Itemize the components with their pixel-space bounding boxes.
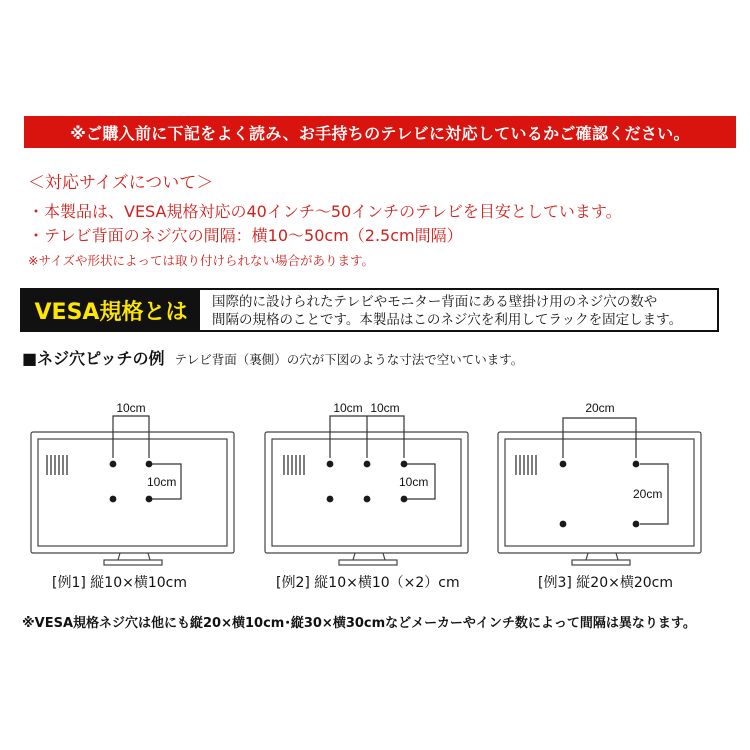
tv-diagram-3	[498, 432, 701, 565]
ex1-top-label: 10cm	[116, 401, 146, 415]
screw-holes	[110, 461, 640, 528]
screw-hole	[364, 461, 371, 468]
vesa-desc-line-1: 国際的に設けられたテレビやモニター背面にある壁掛け用のネジ穴の数や	[212, 294, 658, 310]
warning-banner-text: ※ご購入前に下記をよく読み、お手持ちのテレビに対応しているかご確認ください。	[70, 123, 690, 143]
ex1-side-label: 10cm	[147, 475, 177, 489]
pitch-subtitle: テレビ背面（裏側）の穴が下図のような寸法で空いています。	[174, 352, 524, 367]
ex3-side-label: 20cm	[633, 487, 663, 501]
screw-hole	[560, 521, 567, 528]
sizes-line-1: ・本製品は、VESA規格対応の40インチ～50インチのテレビを目安としています。	[28, 202, 622, 221]
ex2-top-label-a: 10cm	[333, 401, 363, 415]
vent-slots	[47, 455, 536, 475]
screw-hole	[110, 496, 117, 503]
ex2-caption: [例2] 縦10×横10（×2）cm	[276, 575, 460, 591]
sizes-heading: ＜対応サイズについて＞	[28, 173, 214, 193]
screw-hole	[327, 461, 334, 468]
sizes-line-2: ・テレビ背面のネジ穴の間隔：横10～50cm（2.5cm間隔）	[28, 226, 463, 245]
screw-hole	[401, 461, 408, 468]
screw-hole	[401, 496, 408, 503]
screw-hole	[633, 461, 640, 468]
ex2-side-label: 10cm	[399, 475, 429, 489]
screw-hole	[633, 521, 640, 528]
vesa-desc-line-2: 間隔の規格のことです。本製品はこのネジ穴を利用してラックを固定します。	[212, 312, 683, 328]
sizes-note: ※サイズや形状によっては取り付けられない場合があります。	[28, 253, 374, 268]
screw-hole	[110, 461, 117, 468]
tv-diagram-1	[31, 432, 234, 565]
screw-hole	[327, 496, 334, 503]
ex2-top-label-b: 10cm	[370, 401, 400, 415]
pitch-title: ■ネジ穴ピッチの例	[22, 349, 165, 368]
screw-hole	[560, 461, 567, 468]
footnote: ※VESA規格ネジ穴は他にも縦20×横10cm･縦30×横30cmなどメーカーやインチ数によって間隔は異なります。	[22, 616, 696, 631]
ex1-caption: [例1] 縦10×横10cm	[52, 575, 187, 591]
screw-hole	[364, 496, 371, 503]
screw-hole	[146, 461, 153, 468]
screw-hole	[146, 496, 153, 503]
vesa-label: VESA規格とは	[22, 290, 200, 330]
ex3-top-label: 20cm	[585, 401, 615, 415]
ex3-caption: [例3] 縦20×横20cm	[538, 575, 673, 591]
